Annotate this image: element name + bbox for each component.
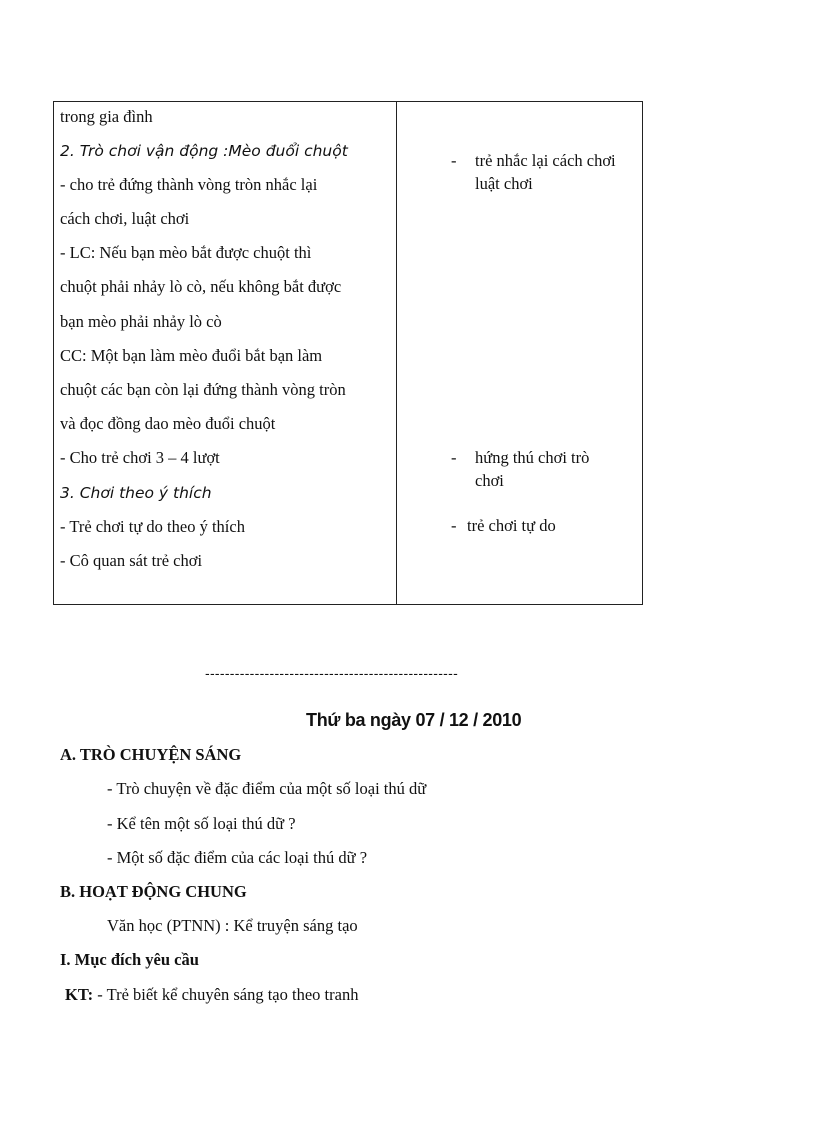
activity-line: - cho trẻ đứng thành vòng tròn nhắc lại — [60, 175, 318, 194]
section-b-heading: B. HOẠT ĐỘNG CHUNG — [60, 882, 247, 901]
response-line: luật chơi — [475, 174, 533, 193]
activity-line: trong gia đình — [60, 107, 153, 126]
lesson-subject: Văn học (PTNN) : Kể truyện sáng tạo — [107, 916, 358, 935]
response-line: trẻ chơi tự do — [467, 516, 556, 535]
activity-line: - LC: Nếu bạn mèo bắt được chuột thì — [60, 243, 312, 262]
activity-line: 2. Trò chơi vận động :Mèo đuổi chuột — [60, 142, 348, 160]
bullet-dash: - — [451, 448, 457, 467]
activity-line: - Cho trẻ chơi 3 – 4 lượt — [60, 448, 220, 467]
activity-line: - Trẻ chơi tự do theo ý thích — [60, 517, 245, 536]
bullet-dash: - — [451, 151, 457, 170]
activity-line: - Cô quan sát trẻ chơi — [60, 551, 203, 570]
kt-text: - Trẻ biết kể chuyên sáng tạo theo tranh — [93, 985, 359, 1004]
activity-line: bạn mèo phải nhảy lò cò — [60, 312, 222, 331]
date-heading: Thứ ba ngày 07 / 12 / 2010 — [306, 710, 522, 730]
activity-line: 3. Chơi theo ý thích — [60, 484, 212, 502]
section-a-heading: A. TRÒ CHUYỆN SÁNG — [60, 745, 242, 764]
activity-line: CC: Một bạn làm mèo đuổi bắt bạn làm — [60, 346, 323, 365]
activity-line: và đọc đồng dao mèo đuổi chuột — [60, 414, 276, 433]
section-separator: --------------------------------------------------- — [205, 665, 459, 681]
activity-line: chuột các bạn còn lại đứng thành vòng tròn — [60, 380, 346, 399]
activity-line: chuột phải nhảy lò cò, nếu không bắt được — [60, 277, 342, 296]
response-line: trẻ nhắc lại cách chơi — [475, 151, 616, 170]
response-line: chơi — [475, 471, 504, 490]
column-divider — [396, 102, 397, 604]
section-a-item: - Một số đặc điểm của các loại thú dữ ? — [107, 848, 368, 867]
bullet-dash: - — [451, 516, 457, 535]
activity-table — [53, 101, 643, 605]
kt-label: KT: — [65, 985, 94, 1004]
kt-line — [65, 985, 358, 1005]
activity-line: cách chơi, luật chơi — [60, 209, 190, 228]
section-a-item: - Kể tên một số loại thú dữ ? — [107, 814, 296, 833]
section-i-heading: I. Mục đích yêu cầu — [60, 950, 199, 969]
response-line: hứng thú chơi trò — [475, 448, 590, 467]
section-a-item: - Trò chuyện về đặc điểm của một số loại thú dữ — [107, 779, 427, 798]
